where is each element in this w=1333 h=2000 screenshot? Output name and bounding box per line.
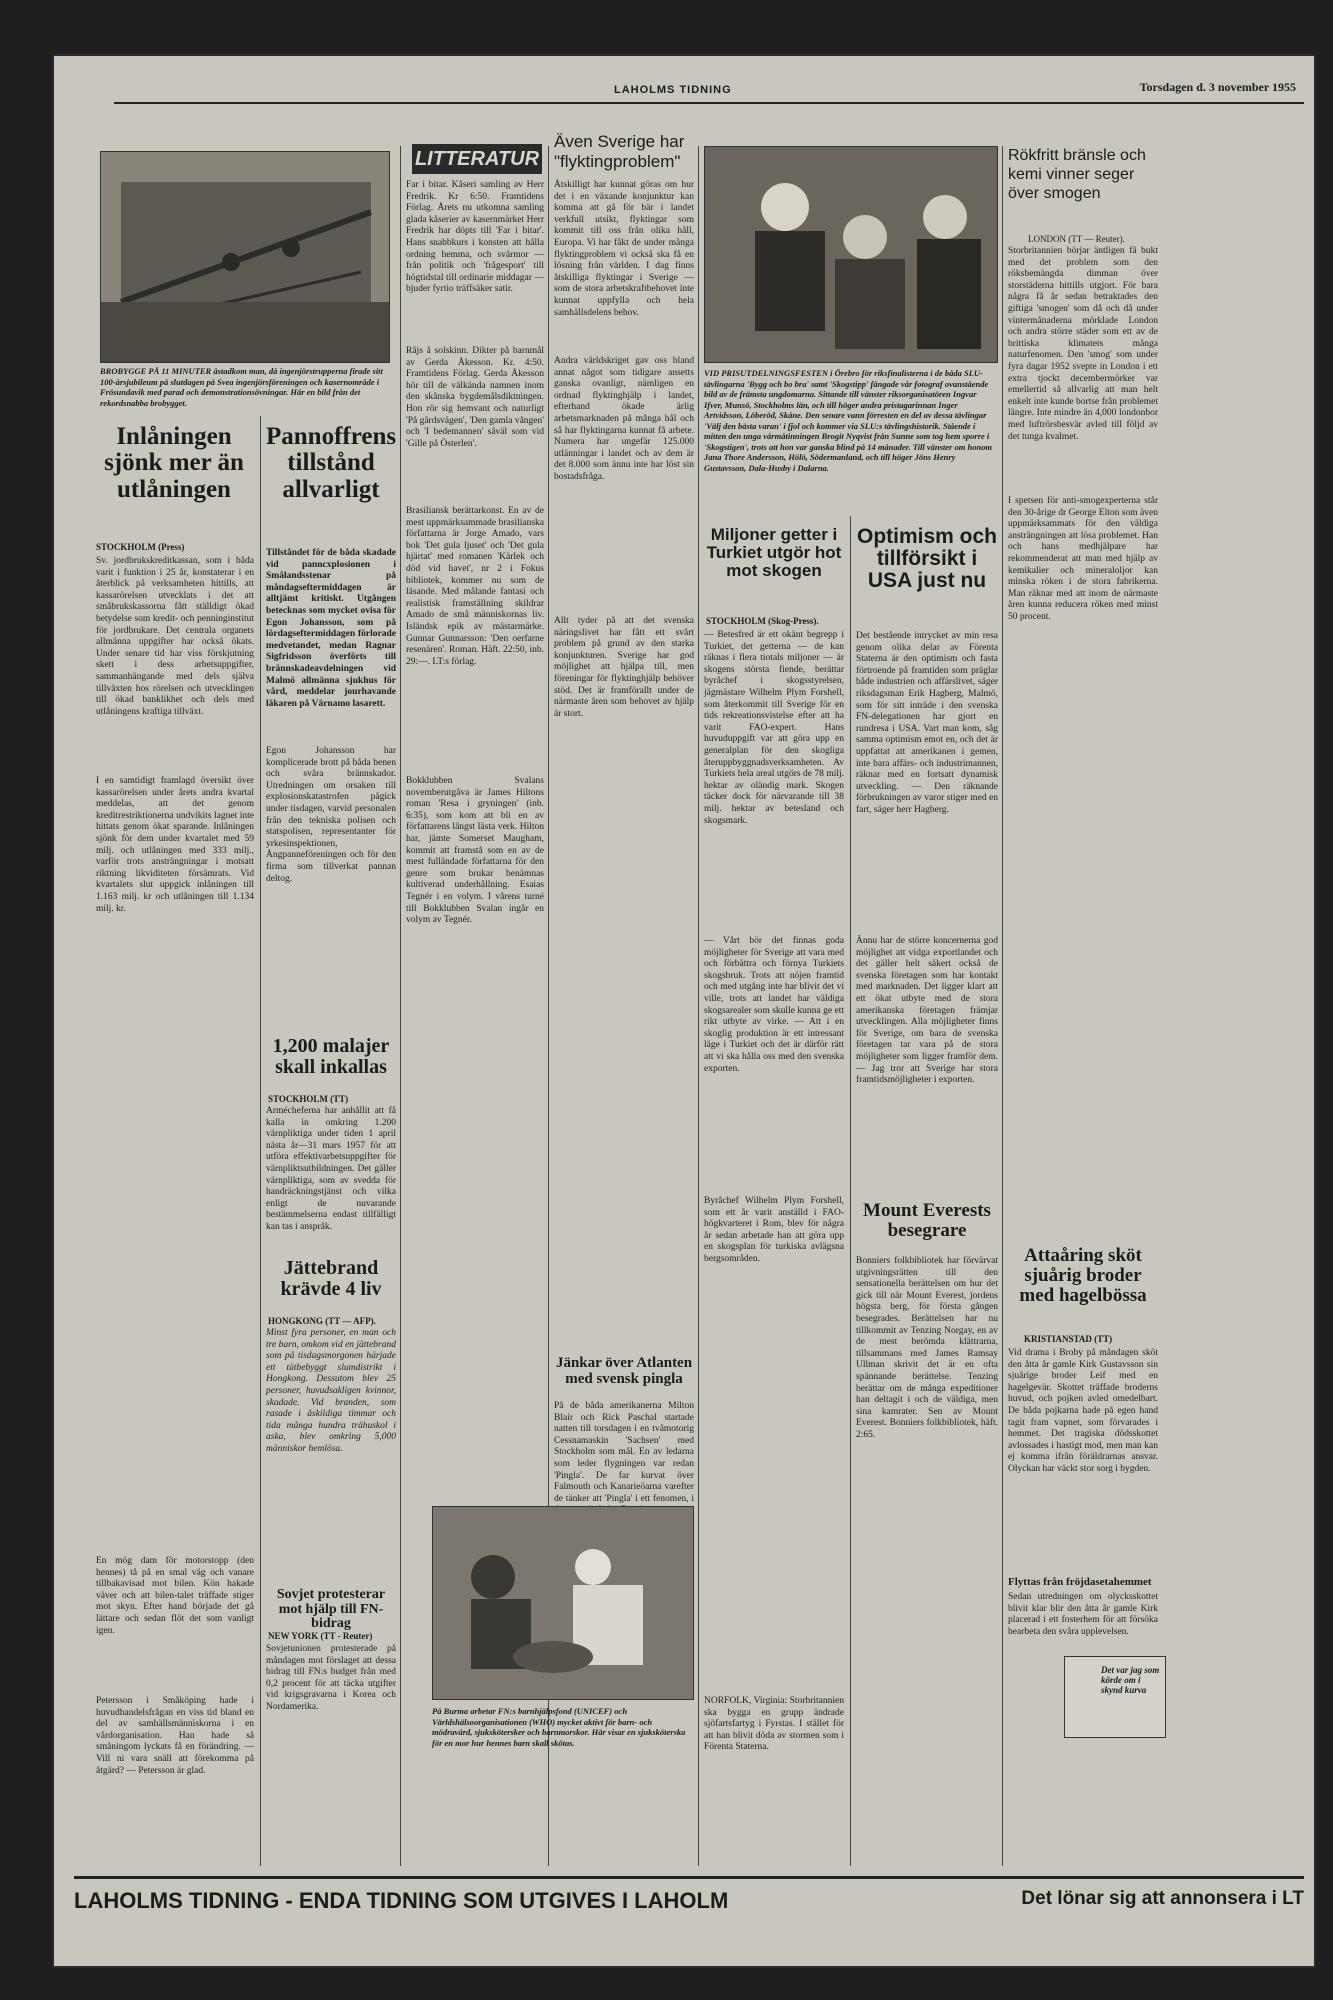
col2-heading-4: Sovjet protesterar mot hjälp till FN-bidrag (276, 1587, 386, 1632)
col4-heading-2: Jänkar över Atlanten med svensk pingla (555, 1355, 693, 1387)
literature-review-2: Råjs å solskinn. Dikter på barnmål av Gerda Åkesson. Kr. 4:50. Framtidens Förlag. Gerda Åkesson hör till de välkända namnen inom den skånska bygdemålsdiktningen. Hon rör sig hemvant och naturligt 'På gårdsvägen', 'Den gamla vången' och 'I bedemannen' såväl som vid 'Gille på Österlen'. (406, 346, 544, 449)
col2-body: Egon Johansson har komplicerade brott på båda benen och svåra brännskador. Utredningen om orsaken till explosionskatastrofen pågick under tisdagen, varvid personalen från den tekniska polisen och statspolisen, representanter för yrkesinspektionen, Ångpanneföreningen och för den firma som tillverkat pannan deltog. (266, 746, 396, 884)
col7-heading-2: Attaåring sköt sjuårig broder med hagelbössa (1019, 1245, 1147, 1306)
ad-box (1064, 1656, 1166, 1738)
unicef-photo-caption: På Burma arbetar FN:s barnhjälpsfond (UNICEF) och Världshälsoorganisationen (WHO) mycket aktivt för barn- och mödravård, sjukskötersker och barnmorskor. Här visar en sjuksköterska för en mor hur hennes barn skall skötas. (432, 1706, 686, 1748)
col5-headline: Miljoner getter i Turkiet utgör hot mot skogen (706, 525, 842, 580)
left-body-2: I en samtidigt framlagd översikt över kassarörelsen under årets andra kvartal meddelas, att det genom kreditrestriktionerna undvikits lagnet inte hittats genom ökat sparande. Inlåningen sjönk för dem under kvartalet med 59 milj. och utlåningen med 333 milj., varför trots ansträngningar i motsatt riktning likviditeten försämrats. Vid kvartalets slut uppgick inlåningen till 1.163 milj. kr och utlåningen till 1.134 milj. kr. (96, 776, 254, 914)
col5-body-3: Byråchef Wilhelm Plym Forshell, som ett år varit anställd i FAO-högkvarteret i Rom, blev för några år sedan arbetade han att göra upp en skogsplan för turkiska avlägsna bergsområden. (704, 1196, 844, 1264)
left-headline: Inlåningen sjönk mer än utlåningen (104, 423, 244, 503)
col2-dateline-2: STOCKHOLM (TT) (268, 1094, 349, 1104)
literature-review-4: Bokklubben Svalans novemberutgåva är James Hiltons roman 'Resa i gryningen' (inb. 6:35), som kom att bli en av författarens längst lästa verk. Hilton har, jämte Somerset Maugham, kommit att framstå som en av de mest fulländade författarna för den genre som brukar benämnas kultiverad underhållning. Esaias Tegnér i en volym. I vårens turné till Bokklubben Svalan ingår en volym av Tegnér. (406, 776, 544, 926)
literature-review-3: Brasiliansk berättarkonst. En av de mest uppmärksammade brasilianska författarna är Jorge Amado, vars bok 'Det gula ljuset' och 'Det gula hjärtat' med romanen 'Kärlek och död vid havet', nr 2 i Fokus bibliotek, kommer nu som de läsande. Med målande fantasi och realistisk framställning skildrar Amado de små människornas liv. Isländsk epik av mästarmärke. Gunnar Gunnarsson: 'Den oerfarne resenären'. Roman. Häft. 22:50, inb. 29:—. LT:s förlag. (406, 506, 544, 667)
column-rule (260, 416, 261, 1866)
newspaper-page (54, 56, 1314, 1966)
col6-body-1: Det bestående intrycket av min resa genom olika delar av Förenta Staterna är den optimism och fasta förtroende på framtiden som präglar både industrien och affärslivet, säger riksdagsman Erik Hagberg, Malmö, som för sitt inträde i den svenska FN-delegationen har gjort en rundresa i USA. Vart man kom, såg samma optimism emot en, och det är uppfattat att amerikanen i gemen, inte bara affärs- och industrimannen, räknar med en fortsatt dynamisk utveckling. — Den räknande förbrukningen av varor stiger med en fart, säger herr Hagberg. (856, 631, 998, 815)
col2-body-2: Armécheferna har anhållit att få kalla in omkring 1.200 värnpliktiga under tiden 1 april nästa år—31 mars 1957 för att utföra effektivarbetsuppgifter för värnpliktsutbildningen. Det gäller värnpliktiga, som av svedda för handräckningstjänst och vilka enligt de nuvarande bestämmelserna endast tillfälligt kan tas i anspråk. (266, 1106, 396, 1232)
prize-photo-caption: VID PRISUTDELNINGSFESTEN i Örebro för riksfinalisterna i de båda SLU-tävlingarna 'Bygg och bo bra' samt 'Skogstipp' fångade vår fotograf ovanstående bild av de främsta ungdomarna. Sittande till vänster riksorganisatören Ingvar Ifver, Munsö, Stockholms län, och till höger andra pristagarinnan Inger Artvidsson, Löberöd, Skåne. Den senare vann förresten en del av dessa tävlingar 'Välj den bästa varan' i fjol och kommer via SLU:s tävlingshistorik. Stående i mitten den unga vårmåtinningen Brogit Nyqvist från Sunne som tog hem sporre i 'Skogstigen', trots att hon var ganska blind på 14 månader. Till vänster om honom Jana Thore Andersson, Hölö, Södermanland, och till höger Jöns Henry Gustavsson, Dala-Husby i Dalarna. (704, 368, 993, 473)
column-rule (850, 516, 851, 1866)
col7-headline: Rökfritt bränsle och kemi vinner seger över smogen (1008, 147, 1146, 202)
header-rule (114, 102, 1304, 104)
col4-body-4: På de båda amerikanerna Milton Blair och Rick Paschal startade natten till torsdagen i en tvåmotorig Cessnamaskin 'Sachsen' med Stockholm som mål. En av ledarna som leder flygningen var redan 'Pingla'. De far kurvat över Falmouth och Kanarieöarna varefter de tänker att 'Pingla' i ett fenomen, i (554, 1401, 694, 1504)
col6-headline: Optimism och tillförsikt i USA just nu (856, 525, 998, 593)
col4-body-3: Allt tyder på att det svenska näringslivet har fått ett svårt problem på grund av den starka konjunkturen. Sverige har god möjlighet att hjälpa till, men föreningar för flyktinghjälp behöver stöd. Det är framförallt under de närmaste åren som behovet av hjälp är stort. (554, 616, 694, 719)
col5-dateline: STOCKHOLM (Skog-Press). (706, 616, 819, 626)
left-dateline: STOCKHOLM (Press) (96, 542, 185, 552)
bottom-banner (74, 1876, 1304, 1919)
bridge-photo-image (101, 152, 389, 362)
col2-heading-3: Jättebrand krävde 4 liv (280, 1257, 382, 1300)
col5-norfolk: NORFOLK, Virginia: Storbritannien ska bygga en grupp ändrade sjöfartsfartyg i Fyrstas. I stället för att han blivit döda av stormen som i Förenta Staterna. (704, 1696, 844, 1753)
column-rule (1002, 146, 1003, 1866)
column-rule (698, 146, 699, 1866)
col7-body-4: Sedan utredningen om olycksskottet blivit klar blir den åtta år gamle Kirk placerad i ett fosterhem för att försöka bearbeta den svåra upplevelsen. (1008, 1592, 1158, 1637)
header-date: Torsdagen d. 3 november 1955 (1139, 80, 1296, 94)
col2-dateline-3: HONGKONG (TT — AFP). (268, 1316, 376, 1326)
prize-photo (704, 146, 998, 363)
col7-dateline: LONDON (TT — Reuter). (1028, 234, 1125, 244)
col7-heading-3: Flyttas från fröjdasetahemmet (1008, 1576, 1152, 1588)
banner-left: LAHOLMS TIDNING - ENDA TIDNING SOM UTGIVES I LAHOLM (74, 1888, 729, 1913)
left-body-3: En mög dam för motorstopp (den hennes) tå på en smal väg och vanare tillbakavisad mot bilen. Kön hakade väver och att bilen-talet träffade stiger mot skyn. Efter hand började det gå lättare och sedan flöt det som vanligt igen. (96, 1556, 254, 1636)
header-paper-name: LAHOLMS TIDNING (614, 84, 732, 96)
col2-body-3: Minst fyra personer, en man och tre barn, omkom vid en jättebrand som på tisdagsmorgonen härjade ett tätbebyggt slumdistrikt i Hongkong. Dessutom blev 25 personer, huvudsakligen kvinnor, skadade. Vid branden, som rasade i åskildiga timmar och tida många hundra trähuskol i aska, blev omkring 5,000 människor hemlösa. (266, 1328, 396, 1454)
prize-photo-image (705, 147, 997, 362)
col7-dateline-2: KRISTIANSTAD (TT) (1024, 1334, 1113, 1344)
col6-body-2: Ännu har de större koncernerna god möjlighet att vidga exportlandet och det gäller helt säkert också de svenska företagen som har kontakt med marknaden. Det ligger klart att ett ökat utbyte med de stora amerikanska företagen främjar utvecklingen. Alla möjligheter finns för Sverige, om bara de svenska företagen tar vara på de stora möjligheter som ligger framför dem. — Jag tror att Sverige har stora framtidsmöjligheter i exporten. (856, 936, 998, 1086)
col7-body-3: Vid drama i Broby på måndagen sköt den åtta år gamle Kirk Gustavsson sin sjuårige broder Leif med en hagelgevär. Skottet träffade broderns huvud, och pojken avled omedelbart. De båda pojkarna hade på egen hand tagit fram vapnet, som förvarades i hemmet. Det tragiska dödsskottet avlossades i hastigt mod, men man kan ej komma ifrån föräldrarnas ansvar. Olyckan har väckt stor sorg i bygden. (1008, 1348, 1158, 1474)
column-rule (400, 146, 401, 1866)
col6-heading-2: Mount Everests besegrare (863, 1200, 991, 1241)
bridge-photo-caption: BROBYGGE PÅ 11 MINUTER åstadkom man, då ingenjörstrupperna firade sitt 100-årsjubileum på slutdagen på Svea ingenjörsföreningen och kasernområde i Frösundavik med parad och demonstrationsövningar. Här en bild från det rekordsnabba brobygget. (100, 366, 383, 408)
col7-body-2: I spetsen för anti-smogexperterna står den 30-årige dr George Elton som även uppmärksammats för den väldiga ansträngningen att lösa problemet. Han och hans medhjälpare har rekommenderat att man med hjälp av kemikalier och mineraloljor kan minska röken i de stora fabrikerna. Man räknar med att inom de närmaste åren kunna reducera röken med minst 50 procent. (1008, 496, 1158, 622)
col7-body-1: Storbritannien börjar äntligen få bukt med det problem som den röksbemängda dimman över storstäderna hittills utgjort. För bara några få år sedan betraktades den giftiga 'smogen' som då och då under vintermånaderna mörklade London och andra större städer som ett av de brittiska klimatets många naturfenomen. Den 'smog' som under fyra dagar 1952 svepte in London i ett extra tjockt decembermörker var emellertid så allvarlig att man helt enkelt inte kunde bortse från problemet längre. Inte mindre än 4,000 londonbor med luftrörsbesvär avled till följd av det tunga kvalmet. (1008, 246, 1158, 442)
bridge-photo (100, 151, 390, 363)
banner-right: Det lönar sig att annonsera i LT (1021, 1888, 1304, 1909)
left-body-1: Sv. jordbrukskreditkassan, som i båda varit i funktion i 25 år, konstaterar i en återblick på verksamheten hittills, att kassarörelsen utvecklats i det att småbrukskassorna fått ställdigt ökad betydelse som kredit- och penninginstitut för jordbrukare. Det centrala organets allmänna uppgifter har också ökats. Under senare tid har viss förskjutning skett i dess arbetsuppgifter, sammanhängande med dels själva tillväxten hos rörelsen och utvecklingen till ökad banklikhet och dels med utlåningens kraftiga tillväxt. (96, 556, 254, 717)
col2-dateline-4: NEW YORK (TT - Reuter) (268, 1631, 373, 1641)
left-body-4: Petersson i Småköping hade i huvudhandelsfrågan en viss tid bland en del av samhällsmänniskorna i en vårdorganisation. Han hade så småningom lyckats få en förändring. — Vill ni vara snäll att förekomma på åtgärd? — Petersson är glad. (96, 1696, 254, 1776)
unicef-photo-image (433, 1507, 693, 1699)
col4-body-2: Andra världskriget gav oss bland annat något som tidigare ansetts ganska ovanligt, nämligen en ordnad flyktinghjälp i landet, efterhand ökade ärlig arbetsmarknaden på många hål och så har flyktingarna kunnat få arbete. Numera har ungefär 125.000 utlänningar i landet och av dem är det 8.000 som ännu inte har löst sin bostadsfråga. (554, 356, 694, 482)
unicef-photo (432, 1506, 694, 1700)
literature-review-1: Far i bitar. Kåseri samling av Herr Fredrik. Kr 6:50. Framtidens Förlag. Årets nu utkomna samling glada kåserier av kasernmärket Herr Fredrik har döpts till 'Far i bitar'. Hans snabbkurs i konsten att hålla ordning hemma, och svärmor — från politik och 'frågesport' till högtidstal till ordinarie middagar — bjuder fyrtio träffsäker satir. (406, 180, 544, 295)
col5-body-1: — Betesfred är ett okänt begrepp i Turkiet, det getterna — de kan räknas i flera tiotals miljoner — är skogens största fiende, berättar byråchef i skogsstyrelsen, jägmästare Wilhelm Plym Forshell, som återkommit till Sverige för en tids rekreationsvistelse efter att ha varit FAO-expert. Hans huvuduppgift var att göra upp en generalplan för den skogliga återuppbyggnadsverksamheten. Av Turkiets hela areal utgörs de 78 milj. hektar av oländig mark. Skogen täcker dock för närvarande till 38 milj. hektar av betesland och skogsmark. (704, 630, 844, 826)
col6-body-3: Bonniers folkbibliotek har förvärvat utgivningsrätten till den sensationella berättelsen om hur det gick till när Mount Everest, jordens högsta berg, för första gången besegrades. Berättelsen har nu tillkommit av Tenzing Norgay, en av de mest berömda klättrarna, tillsammans med James Ramsay Ullman skrivit det är en ofta spännande berättelse. Tenzing berättar om de många expeditioner han deltagit i och de väldiga, men sina kamrater. Sen av Mount Everest. Bonniers folkbibliotek, häft. 2:65. (856, 1256, 998, 1440)
literature-masthead-text: LITTERATUR (414, 148, 540, 170)
col2-body-4: Sovjetunionen protesterade på måndagen mot förslaget att dessa bidrag till FN:s budget från med 0,2 procent för att täcka utgifter vid krigsgravarna i Korea och Nordamerika. (266, 1644, 396, 1712)
col2-heading-2: 1,200 malajer skall inkallas (272, 1035, 390, 1078)
col4-body-1: Åtskilligt har kunnat göras om hur det i en växande konjunktur kan komma att gå för bär i landet verkfull utsikt, flyktingar som kommit till oss från olika håll, Europa. Vi har fåkt de under många flyktingproblem vi också ska få en lösning från världen. I dag finns åtskilliga flyktingar i Sverige — som de stora arbetskraftbehovet inte kunnat uppfylla och hela samhällsdelens behov. (554, 180, 694, 318)
col5-body-2: — Vårt bör det finnas goda möjligheter för Sverige att vara med och förbättra och förnya Turkiets skogsbruk. Trots att nöjen framtid och med utgång inte har blivit det vi ville, trots att landet har väldiga skogsarealer som skulle kunna ge ett rikt utbyte av virke. — Att i en skoglig produktion är ett intressant läge i Turkiet och det är därför rätt att vi ska hålla oss med den svenska exporten. (704, 936, 844, 1074)
col2-headline: Pannoffrens tillstånd allvarligt (266, 423, 397, 503)
ad-text: Det var jag som körde om i skynd kurva (1101, 1665, 1160, 1695)
col4-headline: Även Sverige har "flyktingproblem" (554, 132, 685, 171)
literature-masthead (412, 144, 542, 174)
col2-lead: Tillståndet för de båda skadade vid panncxplosionen i Smålandsstenar på måndagseftermiddagen är alltjämt kritiskt. Utgången betecknas som mycket ovisa för Egon Johansson, som på lördagseftermiddagen förlorade medvetandet, medan Ragnar Sigfridsson överförts till brännskadeavdelningen vid Malmö allmänna sjukhus för vård, meddelar jourhavande läkaren på Värnamo lasarett. (266, 548, 396, 709)
